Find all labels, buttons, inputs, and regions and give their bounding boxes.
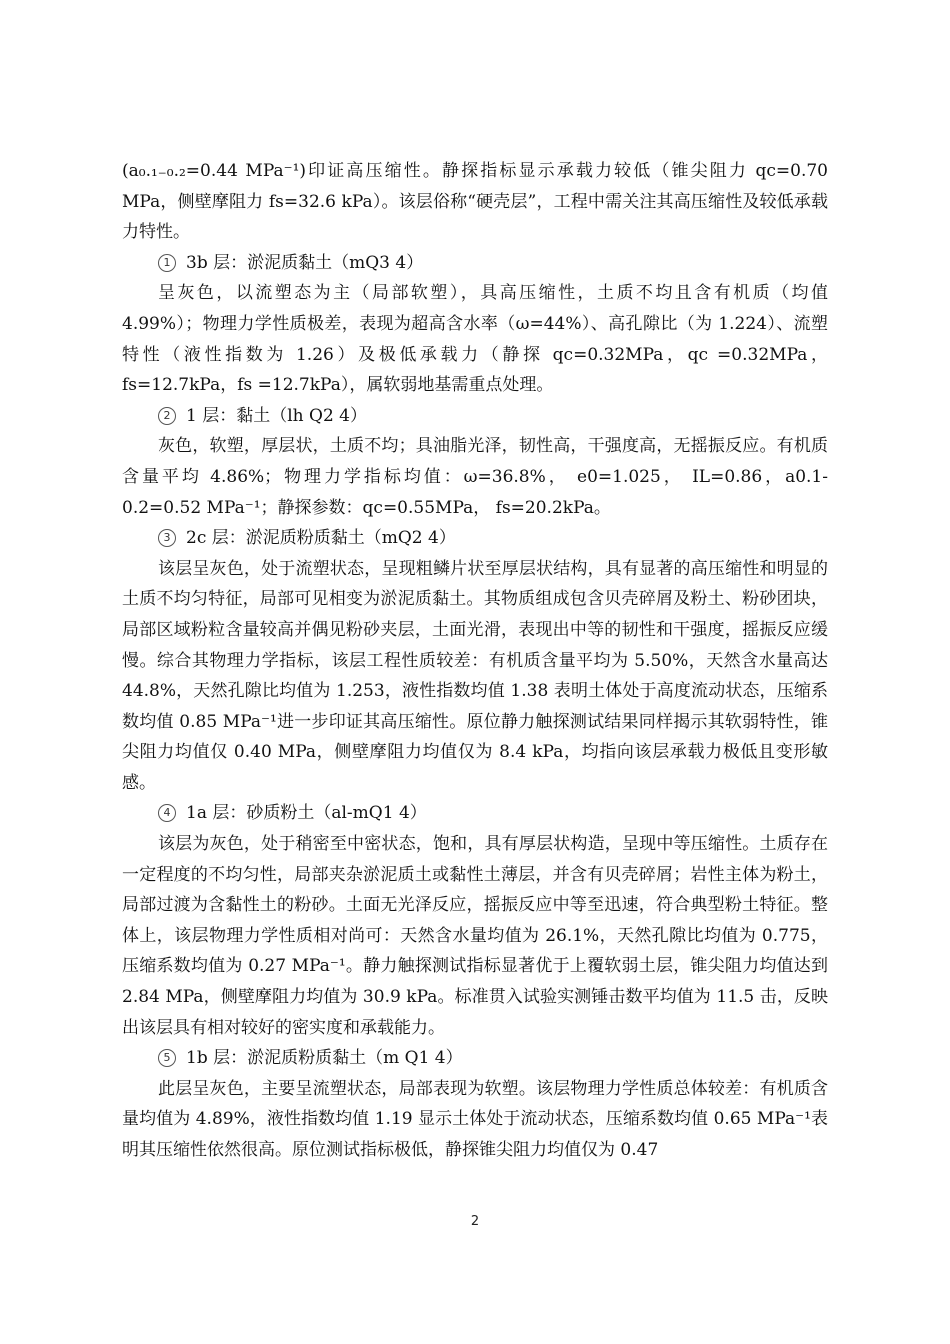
layer-heading-text: 1b 层：淤泥质粉质黏土（m Q1 4） <box>186 1048 463 1069</box>
circled-number-marker: 4 <box>158 804 176 822</box>
layer-heading-text: 1a 层：砂质粉土（al-mQ1 4） <box>186 803 427 824</box>
circled-number-marker: 5 <box>158 1049 176 1067</box>
layer-heading <box>122 523 828 554</box>
body-paragraph: 该层为灰色，处于稍密至中密状态，饱和，具有厚层状构造，呈现中等压缩性。土质存在一定程度的不均匀性，局部夹杂淤泥质土或黏性土薄层，并含有贝壳碎屑；岩性主体为粉土，局部过渡为含黏性土的粉砂。土面无光泽反应，摇振反应中等至迅速，符合典型粉土特征。整体上，该层物理力学性质相对尚可：天然含水量均值为 26.1%，天然孔隙比均值为 0.775，压缩系数均值为 0.27 MPa⁻¹。静力触探测试指标显著优于上覆软弱土层，锥尖阻力均值达到 2.84 MPa，侧壁摩阻力均值为 30.9 kPa。标准贯入试验实测锤击数平均值为 11.5 击，反映出该层具有相对较好的密实度和承载能力。 <box>122 834 828 1038</box>
circled-number-marker: 1 <box>158 254 176 272</box>
circled-number-marker: 3 <box>158 529 176 547</box>
circled-number-marker: 2 <box>158 407 176 425</box>
body-paragraph: 此层呈灰色，主要呈流塑状态，局部表现为软塑。该层物理力学性质总体较差：有机质含量均值为 4.89%，液性指数均值 1.19 显示土体处于流动状态，压缩系数均值 0.65 MPa⁻¹表明其压缩性依然很高。原位测试指标极低，静探锥尖阻力均值仅为 0.47 <box>122 1078 828 1160</box>
body-paragraph: 呈灰色，以流塑态为主（局部软塑），具高压缩性，土质不均且含有机质（均值 4.99%）；物理力学性质极差，表现为超高含水率（ω=44%）、高孔隙比（为 1.224）、流塑特性（液性指数为 1.26）及极低承载力（静探 qc=0.32MPa，qc =0.32MPa，fs=12.7kPa，fs =12.7kPa），属软弱地基需重点处理。 <box>122 283 828 396</box>
layer-heading <box>122 248 828 279</box>
page-number: 2 <box>470 1214 480 1229</box>
layer-heading-text: 2c 层：淤泥质粉质黏土（mQ2 4） <box>186 528 456 549</box>
layer-heading <box>122 401 828 432</box>
layer-heading-text: 1 层：黏土（lh Q2 4） <box>186 405 367 426</box>
body-paragraph: 该层呈灰色，处于流塑状态，呈现粗鳞片状至厚层状结构，具有显著的高压缩性和明显的土质不均匀特征，局部可见相变为淤泥质黏土。其物质组成包含贝壳碎屑及粉土、粉砂团块，局部区域粉粒含量较高并偶见粉砂夹层，土面光滑，表现出中等的韧性和干强度，摇振反应缓慢。综合其物理力学指标，该层工程性质较差：有机质含量平均为 5.50%，天然含水量高达 44.8%，天然孔隙比均值为 1.253，液性指数均值 1.38 表明土体处于高度流动状态，压缩系数均值 0.85 MPa⁻¹进一步印证其高压缩性。原位静力触探测试结果同样揭示其软弱特性，锥尖阻力均值仅 0.40 MPa，侧壁摩阻力均值仅为 8.4 kPa，均指向该层承载力极低且变形敏感。 <box>122 558 828 793</box>
body-paragraph: (a₀.₁₋₀.₂=0.44 MPa⁻¹)印证高压缩性。静探指标显示承载力较低（锥尖阻力 qc=0.70 MPa，侧壁摩阻力 fs=32.6 kPa）。该层俗称“硬壳层”，工程中需关注其高压缩性及较低承载力特性。 <box>122 161 828 243</box>
layer-heading-text: 3b 层：淤泥质黏土（mQ3 4） <box>186 252 424 273</box>
layer-heading <box>122 1043 828 1074</box>
document-body <box>122 156 828 1166</box>
layer-heading <box>122 798 828 829</box>
body-paragraph: 灰色，软塑，厚层状，土质不均；具油脂光泽，韧性高，干强度高，无摇振反应。有机质含量平均 4.86%；物理力学指标均值：ω=36.8%， e0=1.025， IL=0.86，a0.1-0.2=0.52 MPa⁻¹；静探参数：qc=0.55MPa， fs=20.2kPa。 <box>122 436 828 518</box>
